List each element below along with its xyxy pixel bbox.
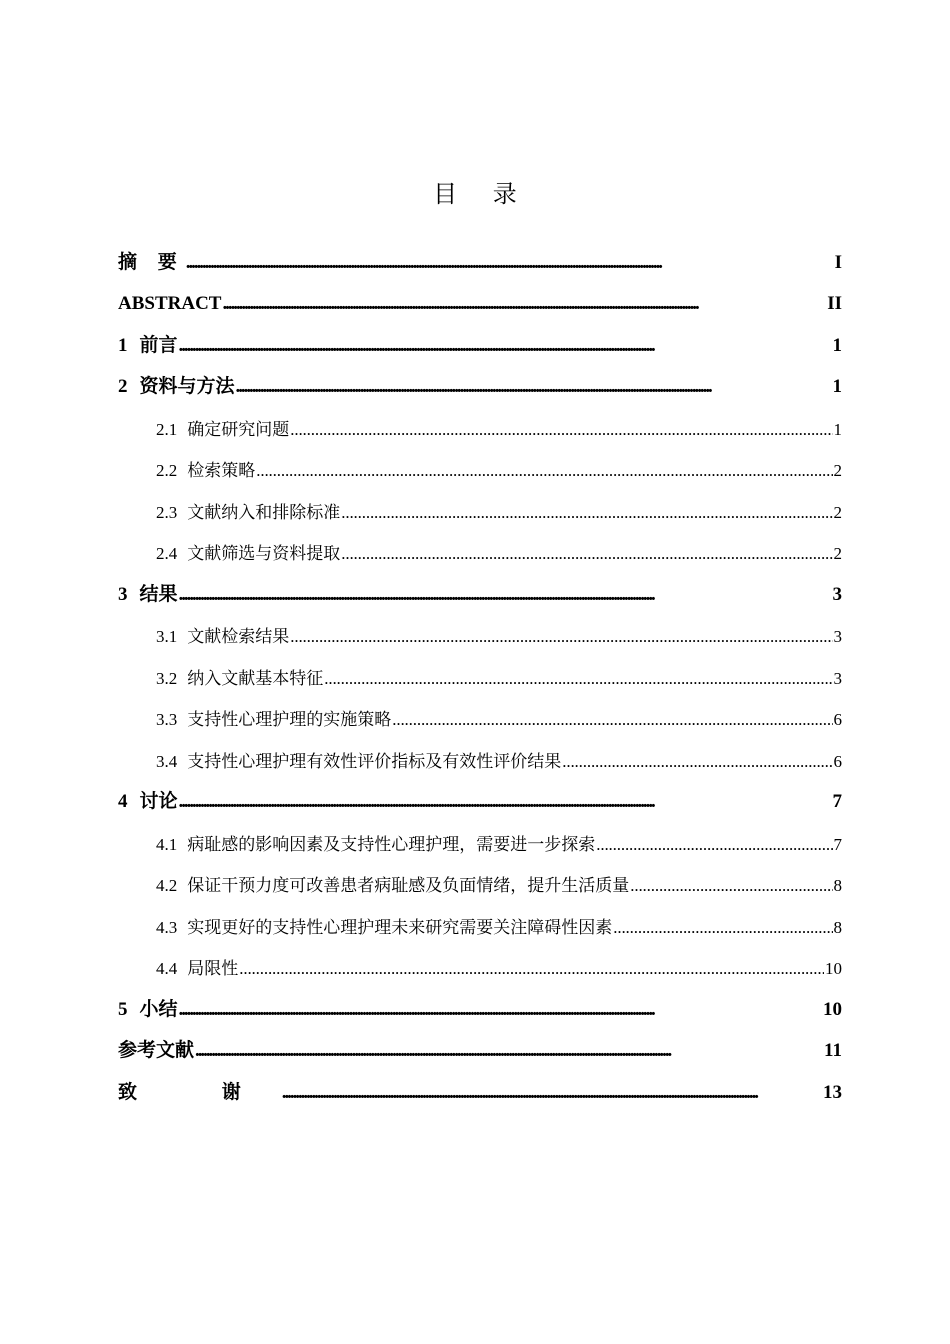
toc-entry[interactable] <box>118 813 842 855</box>
toc-dot-leader <box>324 672 832 689</box>
toc-entry-page: 6 <box>833 710 842 729</box>
toc-entry-number: 1 <box>118 334 128 356</box>
toc-entry-number: 3.3 <box>156 710 178 729</box>
toc-entry-page: 7 <box>833 834 842 854</box>
toc-entry-label: 文献检索结果 <box>187 627 290 646</box>
toc-entry-label: 前言 <box>139 334 178 356</box>
toc-entry[interactable] <box>118 232 842 274</box>
toc-entry-number: 3.4 <box>156 751 178 771</box>
toc-entry-label: 纳入文献基本特征 <box>187 668 324 688</box>
toc-list <box>118 232 842 1104</box>
toc-title: 目 录 <box>433 180 531 208</box>
toc-entry-number: 2.2 <box>156 461 178 480</box>
toc-entry[interactable] <box>118 730 842 772</box>
toc-entry-label: 支持性心理护理的实施策略 <box>187 710 392 729</box>
toc-entry[interactable] <box>118 855 842 897</box>
toc-dot-leader <box>236 379 832 398</box>
toc-entry-page: 3 <box>833 668 842 688</box>
toc-dot-leader <box>256 464 832 481</box>
toc-entry-page: 11 <box>824 1040 842 1061</box>
toc-entry-page: 2 <box>833 544 842 563</box>
toc-dot-leader <box>239 962 824 979</box>
toc-entry-label: 实现更好的支持性心理护理未来研究需要关注障碍性因素 <box>187 917 613 937</box>
toc-entry-label: 讨论 <box>139 791 178 812</box>
toc-entry-number: 3.2 <box>156 668 178 688</box>
toc-entry[interactable] <box>118 1021 842 1063</box>
toc-entry-number: 4 <box>118 791 128 812</box>
toc-dot-leader <box>562 755 832 772</box>
toc-entry[interactable] <box>118 647 842 689</box>
toc-entry-label: 结果 <box>139 583 178 605</box>
toc-entry-page: 10 <box>823 998 842 1020</box>
toc-dot-leader <box>179 794 832 813</box>
toc-entry-label: 文献筛选与资料提取 <box>187 544 341 563</box>
toc-entry-page: 3 <box>832 583 842 605</box>
toc-dot-leader <box>186 255 834 274</box>
toc-entry-number: 2.4 <box>156 544 178 563</box>
toc-entry-label: 支持性心理护理有效性评价指标及有效性评价结果 <box>187 751 562 771</box>
toc-dot-leader <box>222 296 826 315</box>
toc-dot-leader <box>341 547 832 564</box>
toc-entry-number: 3.1 <box>156 627 178 646</box>
toc-entry-number: 2.1 <box>156 419 178 439</box>
toc-entry-page: 2 <box>833 461 842 480</box>
toc-entry-number: 2 <box>118 376 128 397</box>
toc-dot-leader <box>290 630 832 647</box>
toc-entry-page: 6 <box>833 751 842 771</box>
toc-dot-leader <box>179 1002 822 1021</box>
toc-entry-number: 2.3 <box>156 502 178 522</box>
toc-entry[interactable] <box>118 315 842 357</box>
toc-entry-number: 4.4 <box>156 959 178 978</box>
toc-entry[interactable] <box>118 979 842 1021</box>
toc-entry-label: 资料与方法 <box>139 376 235 397</box>
toc-dot-leader <box>630 879 832 896</box>
toc-dot-leader <box>290 423 832 440</box>
toc-dot-leader <box>282 1085 822 1104</box>
toc-entry-number: 4.2 <box>156 876 178 895</box>
toc-entry[interactable] <box>118 481 842 523</box>
toc-entry[interactable] <box>118 689 842 731</box>
toc-entry[interactable] <box>118 398 842 440</box>
toc-entry-label: 摘 要 <box>118 251 185 273</box>
toc-entry[interactable] <box>118 523 842 565</box>
toc-entry-number: 5 <box>118 998 128 1020</box>
toc-dot-leader <box>613 921 832 938</box>
toc-entry-page: 8 <box>833 917 842 937</box>
toc-entry[interactable] <box>118 564 842 606</box>
toc-entry-label: ABSTRACT <box>118 293 222 314</box>
toc-dot-leader <box>596 838 832 855</box>
toc-entry-label: 检索策略 <box>187 461 256 480</box>
toc-dot-leader <box>179 338 832 357</box>
toc-entry-number: 4.3 <box>156 917 178 937</box>
toc-entry-page: 10 <box>825 959 842 978</box>
toc-entry-label: 确定研究问题 <box>187 419 290 439</box>
toc-entry[interactable] <box>118 938 842 980</box>
toc-entry-label: 局限性 <box>187 959 239 978</box>
toc-entry[interactable] <box>118 896 842 938</box>
toc-entry-page: 1 <box>832 334 842 356</box>
toc-entry-label: 文献纳入和排除标准 <box>187 502 341 522</box>
toc-dot-leader <box>341 506 832 523</box>
toc-entry-page: 3 <box>833 627 842 646</box>
toc-entry-page: 7 <box>832 791 842 812</box>
toc-entry-number: 3 <box>118 583 128 605</box>
toc-entry-page: I <box>834 251 842 273</box>
toc-entry-label: 保证干预力度可改善患者病耻感及负面情绪，提升生活质量 <box>187 876 630 895</box>
toc-dot-leader <box>179 587 832 606</box>
toc-entry-label: 小结 <box>139 998 178 1020</box>
toc-entry[interactable] <box>118 357 842 399</box>
toc-entry-page: 13 <box>823 1081 842 1103</box>
toc-entry[interactable] <box>118 606 842 648</box>
toc-entry-page: II <box>827 293 842 314</box>
toc-entry-page: 1 <box>833 419 842 439</box>
toc-dot-leader <box>392 713 832 730</box>
toc-entry[interactable] <box>118 274 842 316</box>
toc-entry-page: 1 <box>832 376 842 397</box>
toc-entry[interactable] <box>118 1062 842 1104</box>
toc-dot-leader <box>195 1043 823 1062</box>
toc-entry-label: 致 谢 <box>118 1081 281 1103</box>
toc-entry-page: 2 <box>833 502 842 522</box>
toc-entry-label: 参考文献 <box>118 1040 195 1061</box>
toc-entry[interactable] <box>118 440 842 482</box>
toc-entry-number: 4.1 <box>156 834 178 854</box>
toc-entry[interactable] <box>118 772 842 814</box>
toc-entry-label: 病耻感的影响因素及支持性心理护理，需要进一步探索 <box>187 834 596 854</box>
toc-entry-page: 8 <box>833 876 842 895</box>
